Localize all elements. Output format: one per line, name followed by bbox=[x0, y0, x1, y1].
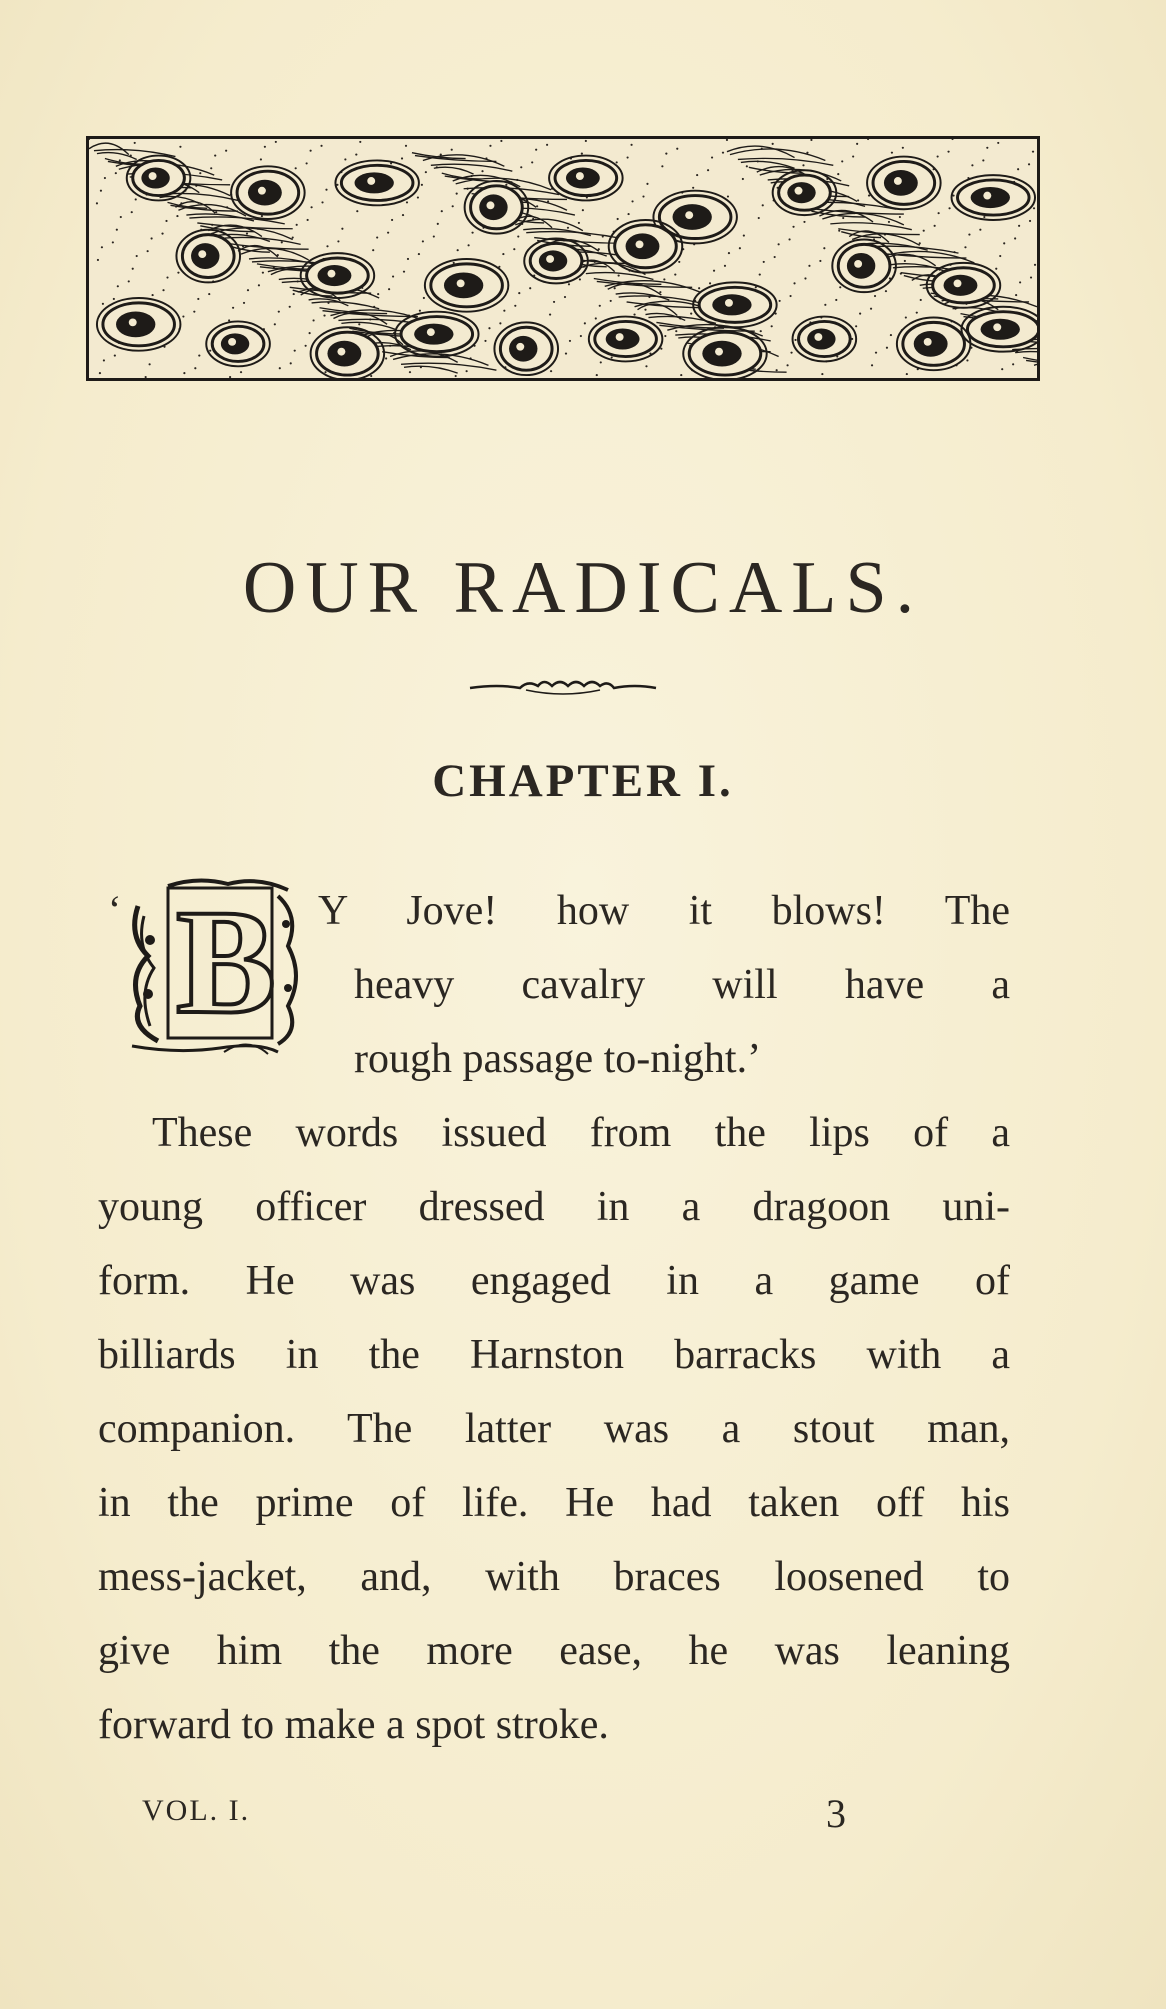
peacock-feather-headpiece-icon bbox=[86, 136, 1040, 381]
text-line: form. He was engaged in a game of bbox=[98, 1258, 1010, 1304]
page-number: 3 bbox=[826, 1791, 846, 1836]
text-line: heavy cavalry will have a bbox=[354, 962, 1010, 1008]
flourish-divider-icon bbox=[468, 674, 658, 700]
text-line: young officer dressed in a dragoon uni- bbox=[98, 1184, 1010, 1230]
opening-quote-mark: ‘ bbox=[108, 887, 122, 932]
dropcap-letter: B bbox=[176, 879, 277, 1045]
text-line: mess-jacket, and, with braces loosened to bbox=[98, 1554, 1010, 1600]
text-line: These words issued from the lips of a bbox=[152, 1110, 1010, 1156]
book-title: OUR RADICALS. bbox=[242, 547, 924, 629]
text-line: give him the more ease, he was leaning bbox=[98, 1628, 1010, 1674]
text-line: billiards in the Harnston barracks with a bbox=[98, 1332, 1010, 1378]
headpiece-illustration bbox=[89, 139, 1037, 378]
text-line: Y Jove! how it blows! The bbox=[318, 888, 1010, 934]
text-line: rough passage to-night.’ bbox=[354, 1036, 762, 1082]
text-line: companion. The latter was a stout man, bbox=[98, 1406, 1010, 1452]
chapter-heading: CHAPTER I. bbox=[432, 755, 734, 807]
volume-signature: VOL. I. bbox=[142, 1794, 251, 1827]
text-line: forward to make a spot stroke. bbox=[98, 1702, 609, 1748]
text-line: in the prime of life. He had taken off his bbox=[98, 1480, 1010, 1526]
